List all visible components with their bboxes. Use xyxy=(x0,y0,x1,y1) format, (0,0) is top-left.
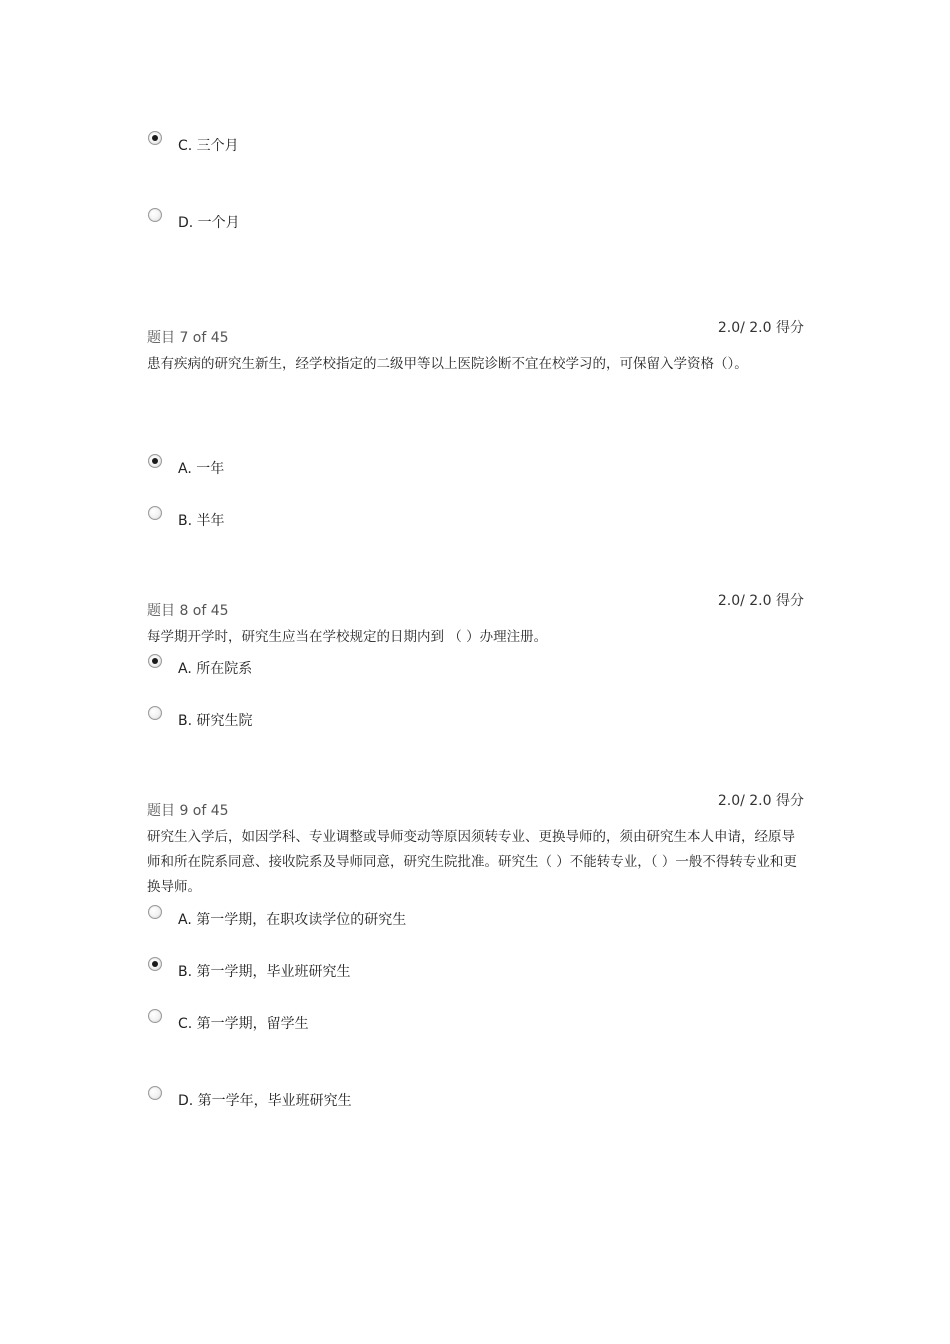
option-label-q6-d: D. 一个月 xyxy=(178,215,240,231)
option-label-q9-b: B. 第一学期，毕业班研究生 xyxy=(178,964,351,980)
score-label-q9: 2.0/ 2.0 得分 xyxy=(717,793,804,809)
score-label-q8: 2.0/ 2.0 得分 xyxy=(717,593,804,609)
radio-button-q8-b[interactable] xyxy=(148,706,162,720)
option-label-q7-a: A. 一年 xyxy=(178,461,225,477)
question-text-q9: 研究生入学后，如因学科、专业调整或导师变动等原因须转专业、更换导师的，须由研究生本人申请，经原导师和所在院系同意、接收院系及导师同意，研究生院批准。研究生（ ）不能转专业，（ ）一般不得转专业和更换导师。 xyxy=(147,829,797,895)
option-label-q8-b: B. 研究生院 xyxy=(178,713,253,729)
question-header-q9: 题目 9 of 45 xyxy=(147,803,229,819)
radio-button-q7-a[interactable] xyxy=(148,454,162,468)
option-label-q9-c: C. 第一学期，留学生 xyxy=(178,1016,309,1032)
option-label-q9-a: A. 第一学期，在职攻读学位的研究生 xyxy=(178,912,407,928)
radio-button-q9-b[interactable] xyxy=(148,957,162,971)
question-text-q8: 每学期开学时，研究生应当在学校规定的日期内到 （ ）办理注册。 xyxy=(147,629,548,645)
question-text-q7: 患有疾病的研究生新生，经学校指定的二级甲等以上医院诊断不宜在校学习的，可保留入学资格（）。 xyxy=(147,356,748,372)
option-label-q6-c: C. 三个月 xyxy=(178,138,239,154)
score-label-q7: 2.0/ 2.0 得分 xyxy=(717,320,804,336)
radio-button-q6-d[interactable] xyxy=(148,208,162,222)
option-label-q9-d: D. 第一学年，毕业班研究生 xyxy=(178,1093,352,1109)
radio-button-q9-a[interactable] xyxy=(148,905,162,919)
radio-button-q7-b[interactable] xyxy=(148,506,162,520)
radio-button-q9-d[interactable] xyxy=(148,1086,162,1100)
question-header-q7: 题目 7 of 45 xyxy=(147,330,229,346)
radio-button-q8-a[interactable] xyxy=(148,654,162,668)
question-header-q8: 题目 8 of 45 xyxy=(147,603,229,619)
option-label-q7-b: B. 半年 xyxy=(178,513,225,529)
radio-button-q9-c[interactable] xyxy=(148,1009,162,1023)
option-label-q8-a: A. 所在院系 xyxy=(178,661,253,677)
radio-button-q6-c[interactable] xyxy=(148,131,162,145)
